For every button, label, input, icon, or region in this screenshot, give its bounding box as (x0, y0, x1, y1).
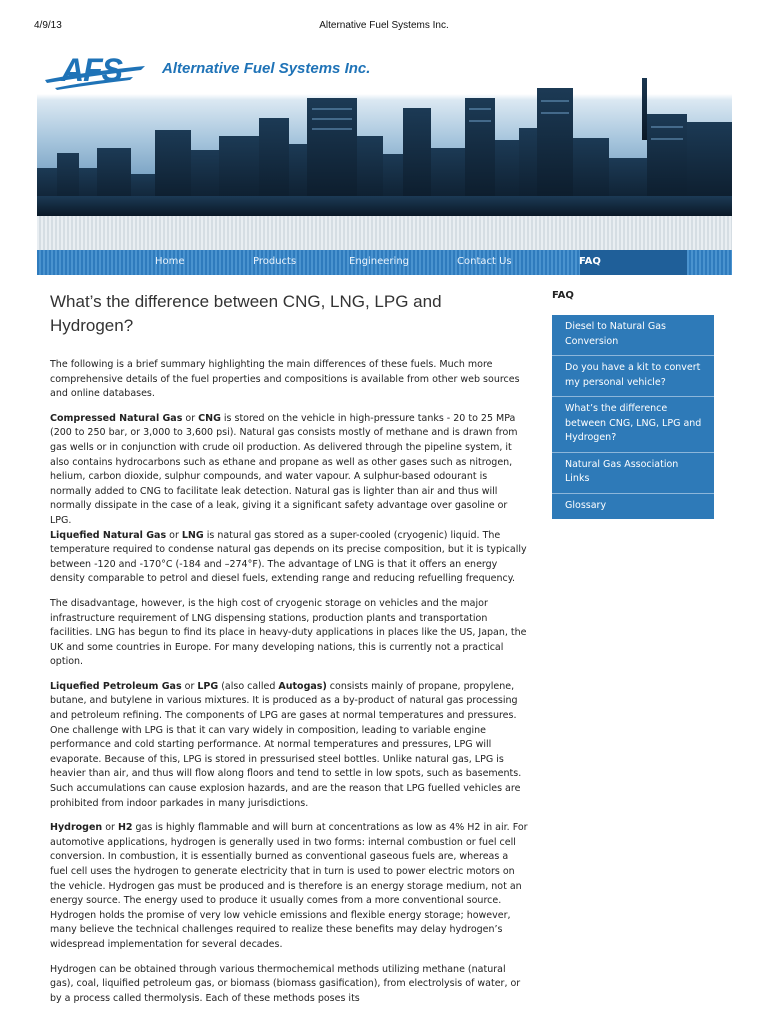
nav-products[interactable]: Products (253, 256, 297, 267)
lpg-text: consists mainly of propane, propylene, butane, and butylene in various mixtures. It is produced as a by-product of natural gas processing and petroleum refining. The components of LPG are gases at normal temperatures and pressures. One challenge with LPG is that it can vary widely in composition, leading to variable engine performance and cold starting performance. At normal temperatures and pressures, LPG will evaporate. Because of this, LPG is stored in pressurised steel bottles. Unlike natural gas, LPG is heavier than air, and thus will flow along floors and tend to settle in low spots, such as basements. Such accumulations can cause explosion hazards, and are the reason that LPG fuelled vehicles are prohibited from indoor parkades in many jurisdictions. (50, 680, 522, 809)
site-banner (37, 38, 732, 216)
sidebar-item-diesel-conversion[interactable]: Diesel to Natural Gas Conversion (552, 315, 714, 356)
cng-term: Compressed Natural Gas (50, 412, 183, 424)
hydrogen-term: Hydrogen (50, 822, 103, 834)
sidebar-menu (552, 315, 714, 519)
lpg-or: or (181, 680, 198, 692)
main-nav (37, 250, 732, 275)
lng-or: or (166, 529, 182, 541)
nav-faq[interactable]: FAQ (579, 256, 601, 267)
lng-abbr: LNG (181, 529, 204, 541)
sidebar-item-personal-vehicle-kit[interactable]: Do you have a kit to convert my personal vehicle? (552, 356, 714, 397)
print-header (0, 0, 768, 36)
lpg-paragraph (50, 680, 528, 811)
cng-abbr: CNG (198, 412, 221, 424)
sidebar-title: FAQ (552, 290, 574, 301)
lpg-also: Autogas) (278, 680, 327, 692)
cng-text: is stored on the vehicle in high-pressure tanks - 20 to 25 MPa (200 to 250 bar, or 3,000 to 3,600 psi). Natural gas consists mostly of methane and is drawn from gas wells or in conjunction with crude oil production. As delivered through the pipeline system, it also contains hydrocarbons such as ethane and propane as well as other gases such as nitrogen, helium, carbon dioxide, sulphur compounds, and water vapour. A sulphur-based odourant is normally added to CNG to facilitate leak detection. Natural gas is lighter than air and thus will normally dissipate in the case of a leak, giving it a significant safety advantage over gasoline or LPG. (50, 412, 518, 526)
lng-paragraph (50, 529, 528, 587)
hydrogen-abbr: H2 (117, 822, 133, 834)
faq-sidebar (552, 290, 714, 519)
logo-text: AFS (61, 52, 122, 88)
hydrogen-or: or (102, 822, 118, 834)
company-name: Alternative Fuel Systems Inc. (162, 60, 371, 77)
sidebar-item-association-links[interactable]: Natural Gas Association Links (552, 453, 714, 494)
lpg-also-prefix: (also called (218, 680, 279, 692)
decorative-stripe (37, 216, 732, 250)
print-date: 4/9/13 (34, 20, 62, 31)
lng-term: Liquefied Natural Gas (50, 529, 167, 541)
nav-engineering[interactable]: Engineering (349, 256, 409, 267)
city-skyline-image (37, 78, 732, 216)
main-content (50, 290, 528, 1016)
nav-home[interactable]: Home (155, 256, 185, 267)
print-title: Alternative Fuel Systems Inc. (319, 20, 449, 31)
cng-paragraph (50, 412, 528, 529)
nav-contact-us[interactable]: Contact Us (457, 256, 512, 267)
lng-disadvantage-paragraph: The disadvantage, however, is the high cost of cryogenic storage on vehicles and the major infrastructure requirement of LNG dispensing stations, production plants and transportation facilities. LNG has begun to find its place in heavy-duty applications in places like the US, Japan, the UK and some countries in Europe. For many developing nations, this is currently not a practical option. (50, 597, 527, 668)
hydrogen-text: gas is highly flammable and will burn at concentrations as low as 4% H2 in air. For automotive applications, hydrogen is generally used in two forms: internal combustion or fuel cell conversion. In combustion, it is essentially burned as conventional gaseous fuels are, whereas a fuel cell uses the hydrogen to generate electricity that in turn is used to power electric motors on the vehicle. Hydrogen gas must be produced and is therefore is an energy storage medium, not an energy source. The energy used to produce it usually comes from a more conventional source. Hydrogen holds the promise of very low vehicle emissions and flexible energy storage; however, many believe the technical challenges required to realize these benefits may delay hydrogen’s widespread implementation for several decades. (50, 822, 528, 950)
hydrogen-paragraph (50, 821, 528, 952)
page-title: What’s the difference between CNG, LNG, LPG and Hydrogen? (50, 292, 442, 335)
lng-text: is natural gas stored as a super-cooled (cryogenic) liquid. The temperature required to condense natural gas depends on its precise composition, but it is typically between -120 and -170°C (-184 and –274°F). The advantage of LNG is that it offers an energy density comparable to petrol and diesel fuels, extending range and reducing refuelling frequency. (50, 529, 527, 585)
lpg-abbr: LPG (197, 680, 219, 692)
hydrogen-production-paragraph: Hydrogen can be obtained through various thermochemical methods utilizing methane (natural gas), coal, liquified petroleum gas, or biomass (biomass gasification), from electrolysis of water, or by a process called thermolysis. Each of these methods poses its (50, 963, 521, 1004)
intro-paragraph: The following is a brief summary highlighting the main differences of these fuels. Much more comprehensive details of the fuel properties and compositions is available from other web sources and online databases. (50, 359, 520, 400)
sidebar-item-fuel-difference[interactable]: What’s the difference between CNG, LNG, LPG and Hydrogen? (552, 397, 714, 453)
lpg-term: Liquefied Petroleum Gas (50, 680, 182, 692)
sidebar-item-glossary[interactable]: Glossary (565, 499, 607, 511)
cng-or: or (182, 412, 199, 424)
